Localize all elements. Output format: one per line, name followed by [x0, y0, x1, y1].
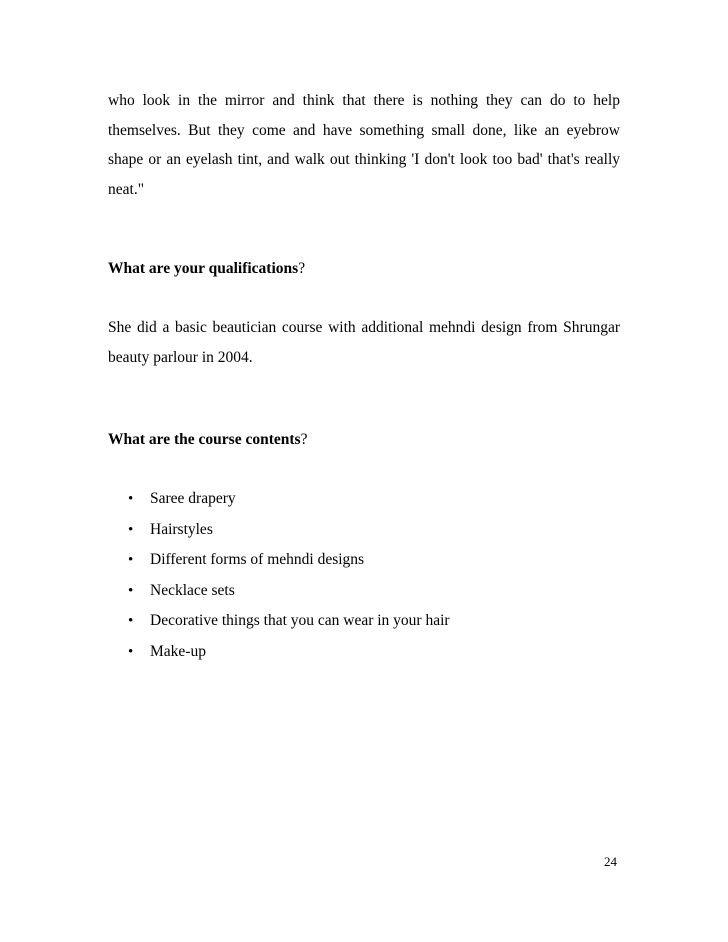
bullet-icon: • [128, 613, 134, 629]
bullet-icon: • [128, 491, 134, 507]
list-item-text: Decorative things that you can wear in your hair [150, 612, 450, 629]
list-item [128, 576, 450, 607]
list-item-text: Make-up [150, 642, 206, 660]
qualifications-answer: She did a basic beautician course with additional mehndi design from Shrungar beauty parlour in 2004. [108, 319, 620, 366]
qualifications-question-text: What are your qualifications [108, 260, 299, 277]
list-item-text: Saree drapery [150, 490, 236, 507]
qualifications-question [108, 259, 620, 279]
list-item [128, 484, 450, 515]
course-contents-question-mark: ? [300, 431, 308, 448]
intro-paragraph: who look in the mirror and think that there is nothing they can do to help themselves. But they come and have something small done, like an eyebrow shape or an eyelash tint, and walk out thinking 'I don't look too bad' that's really neat." [108, 92, 620, 198]
list-item-text: Different forms of mehndi designs [150, 551, 365, 568]
bullet-icon: • [128, 521, 134, 538]
bullet-icon: • [128, 552, 134, 568]
page-number: 24 [604, 854, 617, 869]
course-contents-list [128, 484, 450, 667]
list-item [128, 545, 450, 576]
qualifications-question-mark: ? [298, 260, 306, 277]
list-item [128, 606, 450, 637]
course-contents-question [108, 430, 620, 450]
list-item-text: Hairstyles [150, 520, 213, 538]
list-item-text: Necklace sets [150, 581, 235, 599]
list-item [128, 515, 450, 546]
bullet-icon: • [128, 643, 134, 660]
list-item [128, 637, 450, 668]
bullet-icon: • [128, 582, 134, 599]
course-contents-question-text: What are the course contents [108, 431, 301, 448]
